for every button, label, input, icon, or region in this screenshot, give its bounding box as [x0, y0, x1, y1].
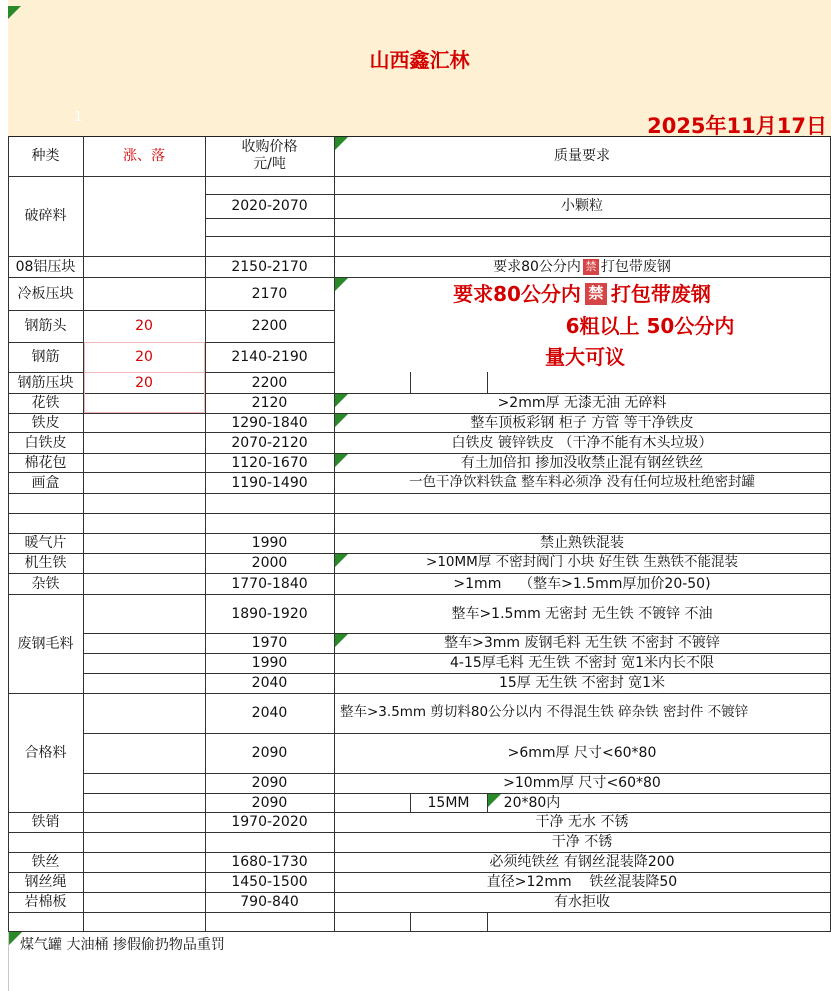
- kind-cell: 08铝压块: [15, 258, 76, 275]
- kind-cell: 画盒: [31, 474, 60, 491]
- kind-cell: 合格料: [24, 744, 67, 761]
- price-cell: 2140-2190: [231, 349, 308, 365]
- cell-divider: [410, 912, 411, 931]
- price-cell: 2070-2120: [231, 434, 308, 451]
- ban-badge: 禁: [585, 283, 607, 305]
- price-cell: 2090: [251, 775, 288, 791]
- price-cell: 2040: [251, 705, 288, 721]
- price-cell: 2120: [251, 395, 288, 411]
- header-change: 涨、落: [123, 148, 165, 164]
- kind-cell: 钢筋: [31, 349, 60, 365]
- price-cell: 1990: [251, 655, 288, 671]
- header-kind: 种类: [31, 148, 60, 164]
- quality-cell: 禁止熟铁混装: [540, 535, 624, 551]
- ban-badge: 禁: [583, 259, 599, 275]
- row-divider: [8, 493, 831, 494]
- price-cell: 2090: [251, 745, 288, 761]
- comment-marker-icon: [8, 6, 21, 19]
- quality-text: 要求80公分内: [453, 281, 581, 306]
- quality-cell: 直径>12mm 铁丝混装降50: [486, 874, 678, 890]
- quality-cell: 必须纯铁丝 有钢丝混装降200: [489, 854, 675, 870]
- change-cell: 20: [135, 318, 153, 334]
- kind-cell: 冷板压块: [17, 285, 74, 302]
- price-cell: 2150-2170: [231, 258, 308, 275]
- quality-cell: 有土加倍扣 掺加没收禁止混有钢丝铁丝: [460, 454, 704, 471]
- price-cell: 2200: [251, 318, 288, 334]
- price-cell: 2020-2070: [231, 198, 308, 214]
- kind-cell: 破碎料: [24, 208, 67, 224]
- footer-note: 煤气罐 大油桶 掺假偷扔物品重罚: [20, 937, 225, 953]
- price-cell: 1970: [251, 635, 288, 651]
- kind-cell: 杂铁: [31, 575, 60, 592]
- quality-cell: >10mm厚 尺寸<60*80: [503, 775, 661, 791]
- price-cell: 2200: [251, 374, 288, 391]
- quality-cell: 整车顶板彩钢 柜子 方管 等干净铁皮: [470, 414, 694, 431]
- row-divider: [205, 236, 831, 237]
- quality-cell: >2mm厚 无漆无油 无碎料: [497, 395, 667, 411]
- price-cell: 1190-1490: [231, 474, 308, 491]
- kind-cell: 钢筋压块: [17, 374, 74, 391]
- quality-cell: 20*80内: [503, 794, 561, 811]
- quality-cell: 整车>3mm 废钢毛料 无生铁 不密封 不镀锌: [444, 635, 720, 651]
- price-date: 2025年11月17日: [647, 114, 827, 138]
- change-cell: 20: [135, 349, 153, 365]
- quality-cell-emphasis: 量大可议: [545, 345, 625, 369]
- quality-cell: >10MM厚 不密封阀门 小块 好生铁 生熟铁不能混装: [426, 554, 738, 571]
- quality-cell: 一色干净饮料铁盒 整车料必须净 没有任何垃圾杜绝密封罐: [408, 473, 756, 490]
- cell-divider: [487, 372, 488, 393]
- row-divider: [205, 218, 831, 219]
- header-quality: 质量要求: [554, 148, 610, 164]
- quality-cell: 整车>3.5mm 剪切料80公分以内 不得混生铁 碎杂铁 密封件 不镀锌: [340, 704, 749, 721]
- row-divider: [8, 931, 831, 932]
- row-divider: [8, 513, 831, 514]
- price-cell: 790-840: [240, 894, 299, 910]
- price-cell: 2090: [251, 794, 288, 811]
- cell-divider: [487, 912, 488, 931]
- row-number: 1: [74, 110, 83, 125]
- row-divider: [8, 912, 831, 913]
- kind-cell: 铁丝: [31, 854, 60, 870]
- title-banner: [8, 0, 831, 137]
- quality-cell: 小颗粒: [561, 198, 603, 214]
- quality-text: 要求80公分内: [493, 258, 581, 275]
- quality-cell: 15厚 无生铁 不密封 宽1米: [498, 675, 666, 691]
- price-cell: 1890-1920: [231, 605, 308, 622]
- quality-text: 打包带废钢: [610, 281, 711, 306]
- change-cell: 20: [135, 374, 153, 391]
- cell-divider: [410, 372, 411, 393]
- price-cell: 2040: [251, 675, 288, 691]
- price-cell: 1290-1840: [231, 414, 308, 431]
- quality-cell: >1mm （整车>1.5mm厚加价20-50): [453, 575, 711, 592]
- quality-cell-emphasis: 6粗以上 50公分内: [565, 314, 735, 338]
- quality-cell: >6mm厚 尺寸<60*80: [507, 745, 657, 761]
- row-divider: [8, 176, 831, 177]
- quality-cell: [334, 256, 830, 277]
- quality-cell: 干净 不锈: [551, 834, 613, 850]
- price-cell: 2170: [251, 285, 288, 302]
- price-cell: 2000: [251, 555, 288, 571]
- header-price: 收购价格 元/吨: [241, 139, 298, 172]
- kind-cell: 花铁: [31, 395, 60, 411]
- price-cell: 1770-1840: [231, 575, 308, 592]
- kind-cell: 铁皮: [31, 414, 60, 431]
- kind-cell: 白铁皮: [24, 434, 67, 451]
- quality-cell: 有水拒收: [554, 894, 610, 910]
- company-title: 山西鑫汇林: [369, 48, 470, 72]
- price-cell: 1970-2020: [231, 814, 308, 830]
- kind-cell: 棉花包: [24, 454, 67, 471]
- kind-cell: 钢丝绳: [24, 874, 67, 890]
- price-cell: 1680-1730: [231, 854, 308, 870]
- quality-cell-emphasis: [334, 277, 830, 310]
- price-cell: 1450-1500: [231, 874, 308, 890]
- kind-cell: 岩棉板: [24, 894, 67, 910]
- price-cell: 1990: [251, 535, 288, 551]
- quality-cell: 干净 无水 不锈: [535, 814, 629, 830]
- kind-cell: 机生铁: [24, 555, 67, 571]
- quality-cell: 15MM: [427, 794, 470, 811]
- price-cell: 1120-1670: [231, 454, 308, 471]
- kind-cell: 废钢毛料: [17, 635, 74, 652]
- quality-cell: 整车>1.5mm 无密封 无生铁 不镀锌 不油: [451, 605, 713, 622]
- quality-cell: 4-15厚毛料 无生铁 不密封 宽1米内长不限: [449, 655, 715, 671]
- quality-text: 打包带废钢: [600, 258, 671, 275]
- kind-cell: 铁销: [31, 814, 60, 830]
- quality-cell: 白铁皮 镀锌铁皮 （干净不能有木头垃圾）: [451, 434, 713, 451]
- kind-cell: 暖气片: [24, 535, 67, 551]
- kind-cell: 钢筋头: [24, 318, 67, 334]
